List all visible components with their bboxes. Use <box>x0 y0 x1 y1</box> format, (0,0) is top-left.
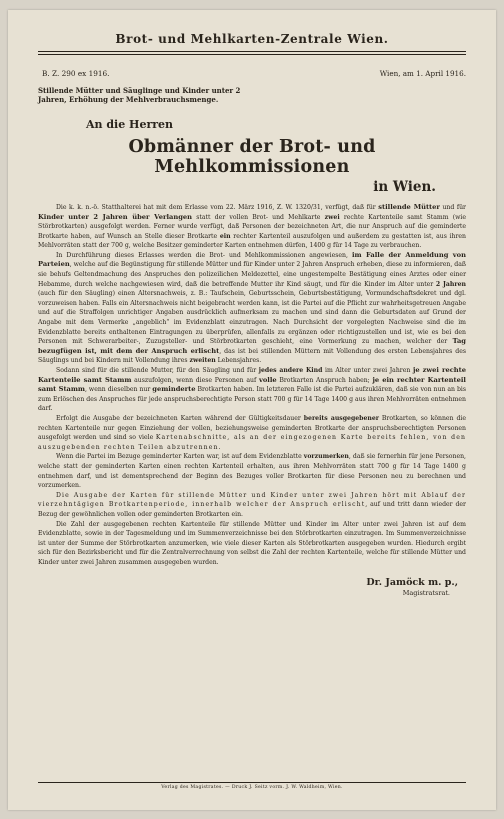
paragraph-2 <box>38 251 466 366</box>
meta-row <box>38 69 466 104</box>
signature: Dr. Jamöck m. p., <box>366 577 458 589</box>
emphasis: bereits ausgegebener <box>303 414 379 422</box>
emphasis: volle <box>258 375 277 384</box>
text-run: Brotkarten haben. Im letzteren Falle ist die Partei aufzuklären, daß sie von nun an bis zum Erlöschen des Anspruches für jede anspruchsberechtigte Person statt 700 g für 14 Tage 1400 g aus ihren Mehlvorräten entnehmen darf. <box>38 386 466 413</box>
text-run: Wenn die Partei im Bezuge geminderter Karten war, ist auf dem Evidenzblatte <box>56 453 304 461</box>
document-sheet <box>8 10 496 810</box>
paragraph-1 <box>38 203 466 251</box>
subject-line: Stillende Mütter und Säuglinge und Kinder unter 2 Jahren, Erhöhung der Mehlverbrauchsmenge. <box>38 85 241 104</box>
printer-imprint: Verlag des Magistrates. — Druck J. Seitz vorm. J. W. Waldheim, Wien. <box>161 785 343 790</box>
text-run: , wenn dieselben nur <box>85 386 153 394</box>
text-run: . <box>218 443 221 451</box>
emphasis: Tag bezugfügen ist, mit dem der Anspruch erlischt <box>38 337 466 355</box>
text-run: Die k. k. n.-ö. Statthalterei hat mit dem Erlasse vom 22. März 1916, Z. W. 1320/31, verfügt, daß für <box>56 203 379 211</box>
text-run: Die Zahl der ausgegebenen rechten Kartenteile für stillende Mütter und Kinder im Alter unter zwei Jahren ist auf dem Evidenzblatte, sowie in der Tagesmeldung und im Summenverzeichnisse bei den Störbrotkarten einzutragen. Im Summenverzeichnisse ist unter der Summe der Störbrotkarten anzumerken, wie viele dieser Karten als Störbrotkarten ausgegeben wurden. Hiedurch ergibt sich für den Bezirksbericht und für die Zentralverrechnung von selbst die Zahl der rechten Kartenteile, welche für stillende Mütter und Kinder unter zwei Jahren zusammen ausgegeben wurden. <box>38 520 466 566</box>
paragraph-3 <box>38 366 466 414</box>
text-run: , das ist bei stillenden Müttern mit Vollendung des ersten Lebensjahres des Säuglings und bei Kindern mit Vollendung ihres <box>38 347 466 365</box>
text-run: statt der vollen Brot- und Mehlkarte <box>192 213 325 221</box>
text-run: rechte Kartenteile samt Stamm (wie Störbrotkarten) ausgefolgt werden. Ferner wurde verfügt, daß Personen der bezeichneten Art, die nur Anspruch auf die geminderte Brotkarte haben, auf Wunsch an Stelle dieser Brotkarte <box>38 213 466 240</box>
salutation: An die Herren <box>86 117 174 131</box>
emphasis: jedes andere Kind <box>258 367 323 374</box>
emphasis: im Falle der Anmeldung von Parteien <box>38 250 466 269</box>
spaced-text: Die Ausgabe der Karten für stillende Mütter und Kinder unter zwei Jahren hört mit Ablauf der vierzehntägigen Brotkartenperiode, innerhalb welcher der Anspruch erlischt <box>38 491 466 509</box>
text-run: Lebensjahres. <box>215 357 262 365</box>
text-run: Sodann sind für die stillende Mutter, für den Säugling und für <box>56 367 259 374</box>
text-run: (auch für den Säugling) einen Altersnachweis, z. B.: Taufschein, Geburtsschein, Geburtsbestätigung, Vormundschaftsdekret und dgl. vorzuweisen haben. Falls ein Altersnachweis nicht beigebracht werden kann, ist die Partei auf die Pflicht zur wahrheitsgetreuen Angabe und auf die Straffolgen unrichtiger Angaben ausdrücklich aufmerksam zu machen und sind dann die Geburtsdaten auf Grund der Angabe mit dem Vermerke „angeblich“ im Evidenzblatt einzutragen. Nach Durchsicht der vorgelegten Nachweise sind die im Evidenzblatte bereits enthaltenen Eintragungen zu überprüfen, allenfalls zu ergänzen oder richtigzustellen und ist, wie es bei den Personen mit Schwerarbeiter-, Zuzugsteller- und Störbrotkarten geschieht, eine Vormerkung zu machen, welcher der <box>38 290 466 346</box>
emphasis: ein <box>219 232 231 240</box>
emphasis: Kinder unter 2 Jahren über Verlangen <box>38 212 193 221</box>
signature-title: Magistratsrat. <box>402 589 450 598</box>
emphasis: zweiten <box>189 357 216 365</box>
letterhead-rule <box>38 51 466 55</box>
letterhead: Brot- und Mehlkarten-Zentrale Wien. <box>115 32 389 46</box>
reference-number: B. Z. 290 ex 1916. <box>42 68 110 78</box>
text-run: im Alter unter zwei Jahren <box>322 367 413 374</box>
emphasis: je zwei rechte Kartenteile samt Stamm <box>38 366 466 384</box>
paragraph-4 <box>38 414 466 452</box>
place-date: Wien, am 1. April 1916. <box>379 68 466 78</box>
emphasis: vorzumerken <box>303 453 349 461</box>
headline: Obmänner der Brot- und Mehlkommissionen <box>128 136 376 177</box>
paragraph-5 <box>38 452 466 490</box>
text-run: In Durchführung dieses Erlasses werden die Brot- und Mehlkommissionen angewiesen, <box>56 251 353 259</box>
text-run: rechter Kartenteil auszufolgen und außerdem zu gestatten ist, aus ihren Mehlvorräten statt der 700 g, welche Besitzer geminderter Karten entnehmen dürfen, 1400 g für 14 Tage zu verbrauchen. <box>38 232 466 250</box>
paragraph-7 <box>38 520 466 568</box>
text-run: , auf und tritt dann wieder der Bezug der gewöhnlichen vollen oder geminderten Brotkarten ein. <box>38 501 466 518</box>
text-run: , daß sie fernerhin für jene Personen, welche statt der geminderten Karten einen rechten Kartenteil erhalten, aus ihren Mehlvorräten statt 700 g für 14 Tage 1400 g entnehmen darf, und ist dementsprechend der Beginn des Bezuges voller Brotkarten für diese Personen neu zu berechnen und vorzumerken. <box>38 453 466 490</box>
body-text <box>38 203 466 568</box>
text-run: Brotkarten, so können die rechten Kartenteile nur gegen Einziehung der vollen, beziehungsweise geminderten Brotkarte der anspruchsberechtigten Personen ausgefolgt werden und sind so viele <box>38 414 466 442</box>
paragraph-6 <box>38 491 466 520</box>
emphasis: geminderte <box>152 385 196 394</box>
emphasis: je ein rechter Kartenteil samt Stamm <box>38 375 466 394</box>
subhead: in Wien. <box>373 178 436 195</box>
meta-left <box>38 69 248 104</box>
emphasis: zwei <box>324 213 340 221</box>
text-run: , welche auf die Begünstigung für stillende Mütter und für Kinder unter 2 Jahren Anspruch erheben, diese zu informieren, daß sie behufs Geltendmachung des Anspruches den polizeilichen Meldezettel, eine ungestempelte Bestätigung eines Arztes oder einer Hebamme, durch welche nachgewiesen wird, daß die betreffende Mutter ihr Kind säugt, und für die Kinder im Alter unter <box>38 261 466 288</box>
text-run: Brotkarten Anspruch haben; <box>276 376 373 384</box>
spaced-text: Kartenabschnitte, als an der eingezogenen Karte bereits fehlen, von den auszugebenden rechten Teilen abzutrennen <box>38 434 466 451</box>
footer-rule <box>38 782 466 783</box>
text-run: Erfolgt die Ausgabe der bezeichneten Karten während der Gültigkeitsdauer <box>56 414 304 422</box>
text-run: auszufolgen, wenn diese Personen auf <box>131 376 259 384</box>
text-run: und für <box>439 203 466 211</box>
emphasis: stillende Mütter <box>378 202 440 211</box>
emphasis: 2 Jahren <box>435 280 466 288</box>
